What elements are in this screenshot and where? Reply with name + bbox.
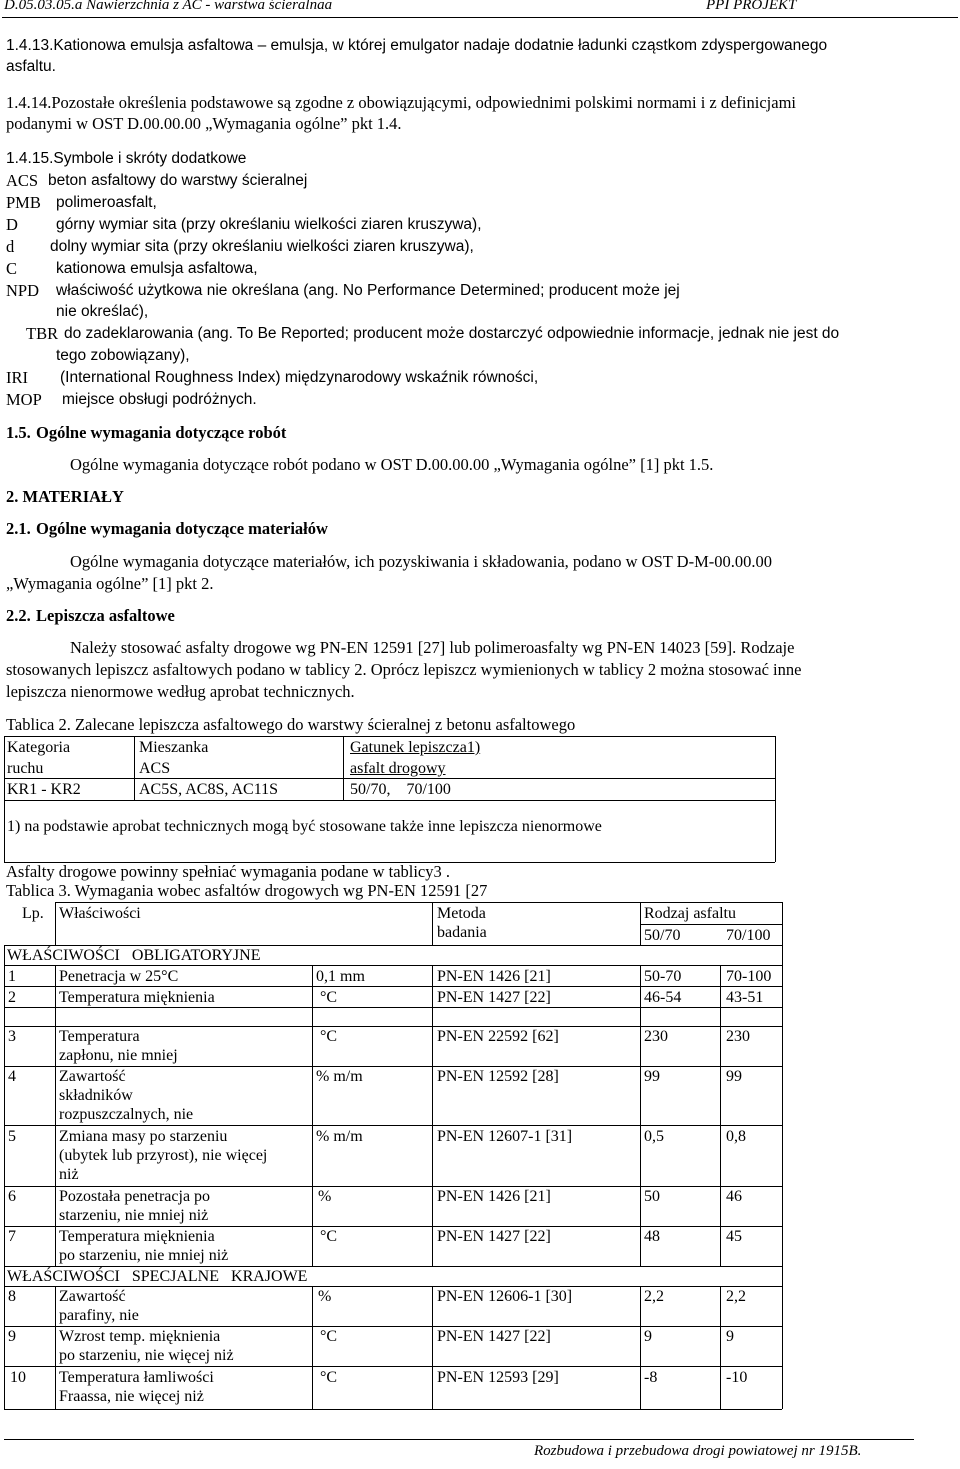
symbol-abbr: MOP xyxy=(6,390,42,409)
section-2-2-title: Lepiszcza asfaltowe xyxy=(36,606,175,625)
table3-value-5070: 48 xyxy=(644,1228,660,1245)
symbol-abbr: d xyxy=(6,237,15,256)
table3-unit: 0,1 mm xyxy=(316,968,365,985)
table3-unit: % xyxy=(318,1288,332,1305)
page-footer: Rozbudowa i przebudowa drogi powiatowej nr 1915B. xyxy=(534,1443,862,1459)
table3-value-70100: 43-51 xyxy=(726,989,764,1006)
table3-method: PN-EN 12606-1 [30] xyxy=(437,1288,573,1305)
table3-property: Zawartość xyxy=(59,1288,126,1305)
table3-method: PN-EN 22592 [62] xyxy=(437,1028,559,1045)
section-1-5-text: Ogólne wymagania dotyczące robót podano w OST D.00.00.00 „Wymagania ogólne” [1] pkt 1.5. xyxy=(70,455,714,474)
table3-h-asphalt-type: Rodzaj asfaltu xyxy=(644,905,736,922)
table3-lp: 1 xyxy=(8,968,16,985)
section-1-5-title: Ogólne wymagania dotyczące robót xyxy=(36,423,287,442)
table3-property: Temperatura łamliwości xyxy=(59,1369,214,1386)
table3-unit: % xyxy=(318,1188,332,1205)
table3-value-5070: 50-70 xyxy=(644,968,682,985)
table3-value-70100: 45 xyxy=(726,1228,742,1245)
symbol-desc: właściwość użytkowa nie określana (ang. No Performance Determined; producent może jej xyxy=(56,282,680,299)
table2-cell-mix: AC5S, AC8S, AC11S xyxy=(139,781,279,798)
table3-value-70100: 0,8 xyxy=(726,1128,746,1145)
table3-lp: 2 xyxy=(8,989,16,1006)
symbol-abbr: PMB xyxy=(6,193,41,212)
section-2-1-line2: „Wymagania ogólne” [1] pkt 2. xyxy=(6,574,214,593)
table3-method: PN-EN 12607-1 [31] xyxy=(437,1128,573,1145)
table3-value-5070: 99 xyxy=(644,1068,660,1085)
symbol-abbr: C xyxy=(6,259,18,278)
table3-h-property: Właściwości xyxy=(59,905,141,922)
table3-value-70100: 46 xyxy=(726,1188,742,1205)
table3-property-cont: parafiny, nie xyxy=(59,1307,139,1324)
table3-method: PN-EN 1427 [22] xyxy=(437,1328,551,1345)
section-2-2-line2: stosowanych lepiszcz asfaltowych podano w tablicy 2. Oprócz lepiszcz wymienionych w tablicy 2 można stosować inne xyxy=(6,660,802,679)
symbol-abbr: D xyxy=(6,215,18,234)
header-doc-code: D.05.03.05.a Nawierzchnia z AC - warstwa ścieralnaa xyxy=(4,0,333,13)
def-1414-line1: 1.4.14.Pozostałe określenia podstawowe są zgodne z obowiązującymi, odpowiednimi polskimi normami i z definicjami xyxy=(6,93,796,112)
section-2-2-line3: lepiszcza nienormowe według aprobat technicznych. xyxy=(6,682,355,701)
table3-unit: °C xyxy=(320,1369,338,1386)
symbol-desc: polimeroasfalt, xyxy=(56,194,157,211)
table3-lp: 4 xyxy=(8,1068,16,1085)
table3-method: PN-EN 1427 [22] xyxy=(437,1228,551,1245)
table3-property: Temperatura mięknienia xyxy=(59,1228,215,1245)
table3-property: Penetracja w 25°C xyxy=(59,968,179,985)
table2-h-category-2: ruchu xyxy=(7,760,44,777)
section-1-5-number: 1.5. xyxy=(6,423,31,442)
symbol-desc-cont: nie określać), xyxy=(56,303,149,320)
table3-value-70100: 2,2 xyxy=(726,1288,746,1305)
header-rule xyxy=(2,17,958,18)
table2-cell-category: KR1 - KR2 xyxy=(7,781,81,798)
table3-h-method-2: badania xyxy=(437,924,487,941)
table3-property-cont: po starzeniu, nie więcej niż xyxy=(59,1347,234,1364)
table3-property-cont: starzeniu, nie mniej niż xyxy=(59,1207,209,1224)
table3-section-obligatory: WŁAŚCIWOŚCI OBLIGATORYJNE xyxy=(7,947,261,964)
header-company: PPI PROJEKT xyxy=(706,0,797,13)
table3-h-type-2: 70/100 xyxy=(726,927,771,944)
def-1415-title: 1.4.15.Symbole i skróty dodatkowe xyxy=(6,150,247,167)
table3-property: Temperatura xyxy=(59,1028,140,1045)
symbol-abbr: NPD xyxy=(6,281,40,300)
table3-property: Zmiana masy po starzeniu xyxy=(59,1128,228,1145)
table3-value-70100: 99 xyxy=(726,1068,742,1085)
table3-unit: °C xyxy=(320,989,338,1006)
table3-property-cont: rozpuszczalnych, nie xyxy=(59,1106,194,1123)
after-table2-text: Asfalty drogowe powinny spełniać wymagania podane w tablicy3 . xyxy=(6,862,451,881)
table3-property-cont: zapłonu, nie mniej xyxy=(59,1047,178,1064)
def-1413-line1: 1.4.13.Kationowa emulsja asfaltowa – emulsja, w której emulgator nadaje dodatnie ładunki cząstkom zdyspergowanego xyxy=(6,37,828,54)
table3-property: Wzrost temp. mięknienia xyxy=(59,1328,221,1345)
table3-unit: % m/m xyxy=(316,1068,363,1085)
symbol-desc: dolny wymiar sita (przy określaniu wielkości ziaren kruszywa), xyxy=(50,238,474,255)
table3-value-5070: 2,2 xyxy=(644,1288,664,1305)
table3-unit: °C xyxy=(320,1328,338,1345)
def-1413-line2: asfaltu. xyxy=(6,58,56,75)
table2-cell-grade: 50/70, 70/100 xyxy=(350,781,451,798)
table3-value-70100: 9 xyxy=(726,1328,734,1345)
page-header xyxy=(0,0,960,16)
table3-unit: % m/m xyxy=(316,1128,363,1145)
table3-property: Zawartość xyxy=(59,1068,126,1085)
table3-property-cont: składników xyxy=(59,1087,133,1104)
footer-rule xyxy=(4,1439,914,1440)
table3-caption: Tablica 3. Wymagania wobec asfaltów drogowych wg PN-EN 12591 [27 xyxy=(6,881,488,900)
table3-value-5070: 46-54 xyxy=(644,989,682,1006)
symbol-abbr: ACS xyxy=(6,171,39,190)
section-2-2-number: 2.2. xyxy=(6,606,31,625)
table3-value-70100: -10 xyxy=(726,1369,748,1386)
table2-h-grade-2: asfalt drogowy xyxy=(350,760,446,777)
symbol-abbr: IRI xyxy=(6,368,28,387)
symbol-desc: górny wymiar sita (przy określaniu wielkości ziaren kruszywa), xyxy=(56,216,482,233)
table3-h-method: Metoda xyxy=(437,905,486,922)
table3-lp: 6 xyxy=(8,1188,16,1205)
table3-h-type-1: 50/70 xyxy=(644,927,681,944)
table3-lp: 9 xyxy=(8,1328,16,1345)
table3-value-5070: -8 xyxy=(644,1369,658,1386)
table3-property-cont: niż xyxy=(59,1166,79,1183)
symbol-desc: beton asfaltowy do warstwy ścieralnej xyxy=(48,172,308,189)
table2-h-category: Kategoria xyxy=(7,739,71,756)
table3-value-5070: 230 xyxy=(644,1028,668,1045)
table3-value-5070: 0,5 xyxy=(644,1128,664,1145)
table2-note: 1) na podstawie aprobat technicznych mogą być stosowane także inne lepiszcza nienormowe xyxy=(7,818,602,835)
table3-value-5070: 50 xyxy=(644,1188,660,1205)
table3-property: Temperatura mięknienia xyxy=(59,989,215,1006)
table3-lp: 3 xyxy=(8,1028,16,1045)
symbol-desc: miejsce obsługi podróżnych. xyxy=(62,391,257,408)
table3-method: PN-EN 1426 [21] xyxy=(437,1188,551,1205)
chapter-2-title: 2. MATERIAŁY xyxy=(6,487,124,506)
table3-lp: 7 xyxy=(8,1228,16,1245)
symbol-desc: kationowa emulsja asfaltowa, xyxy=(56,260,258,277)
table3-property-cont: Fraassa, nie więcej niż xyxy=(59,1388,204,1405)
def-1414-line2: podanymi w OST D.00.00.00 „Wymagania ogólne” pkt 1.4. xyxy=(6,114,402,133)
table3-method: PN-EN 1427 [22] xyxy=(437,989,551,1006)
table3-method: PN-EN 12593 [29] xyxy=(437,1369,559,1386)
table3-unit: °C xyxy=(320,1228,338,1245)
table3-h-lp: Lp. xyxy=(22,905,44,922)
table2-h-mix-2: ACS xyxy=(139,760,171,777)
table3-value-70100: 70-100 xyxy=(726,968,772,985)
symbol-desc: (International Roughness Index) międzynarodowy wskaźnik równości, xyxy=(60,369,539,386)
section-2-1-title: Ogólne wymagania dotyczące materiałów xyxy=(36,519,328,538)
symbol-desc: do zadeklarowania (ang. To Be Reported; producent może dostarczyć odpowiednie informacje, jednak nie jest do xyxy=(64,325,840,342)
table3-lp: 10 xyxy=(10,1369,26,1386)
table3-lp: 5 xyxy=(8,1128,16,1145)
symbol-desc-cont: tego zobowiązany), xyxy=(56,347,190,364)
section-2-1-number: 2.1. xyxy=(6,519,31,538)
table3-unit: °C xyxy=(320,1028,338,1045)
table3-value-5070: 9 xyxy=(644,1328,652,1345)
symbol-abbr: TBR xyxy=(26,324,59,343)
table2-h-mix: Mieszanka xyxy=(139,739,209,756)
table3-method: PN-EN 1426 [21] xyxy=(437,968,551,985)
table3-property-cont: (ubytek lub przyrost), nie więcej xyxy=(59,1147,268,1164)
table3-section-special: WŁAŚCIWOŚCI SPECJALNE KRAJOWE xyxy=(7,1268,308,1285)
table3-method: PN-EN 12592 [28] xyxy=(437,1068,559,1085)
table2-caption: Tablica 2. Zalecane lepiszcza asfaltowego do warstwy ścieralnej z betonu asfaltowego xyxy=(6,715,576,734)
table3-property-cont: po starzeniu, nie mniej niż xyxy=(59,1247,229,1264)
section-2-2-line1: Należy stosować asfalty drogowe wg PN-EN 12591 [27] lub polimeroasfalty wg PN-EN 14023 [59]. Rodzaje xyxy=(70,638,795,657)
table3-lp: 8 xyxy=(8,1288,16,1305)
table3-property: Pozostała penetracja po xyxy=(59,1188,211,1205)
table2-h-grade: Gatunek lepiszcza1) xyxy=(350,739,481,756)
section-2-1-line1: Ogólne wymagania dotyczące materiałów, ich pozyskiwania i składowania, podano w OST D-M-00.00.00 xyxy=(70,552,772,571)
table3-value-70100: 230 xyxy=(726,1028,750,1045)
